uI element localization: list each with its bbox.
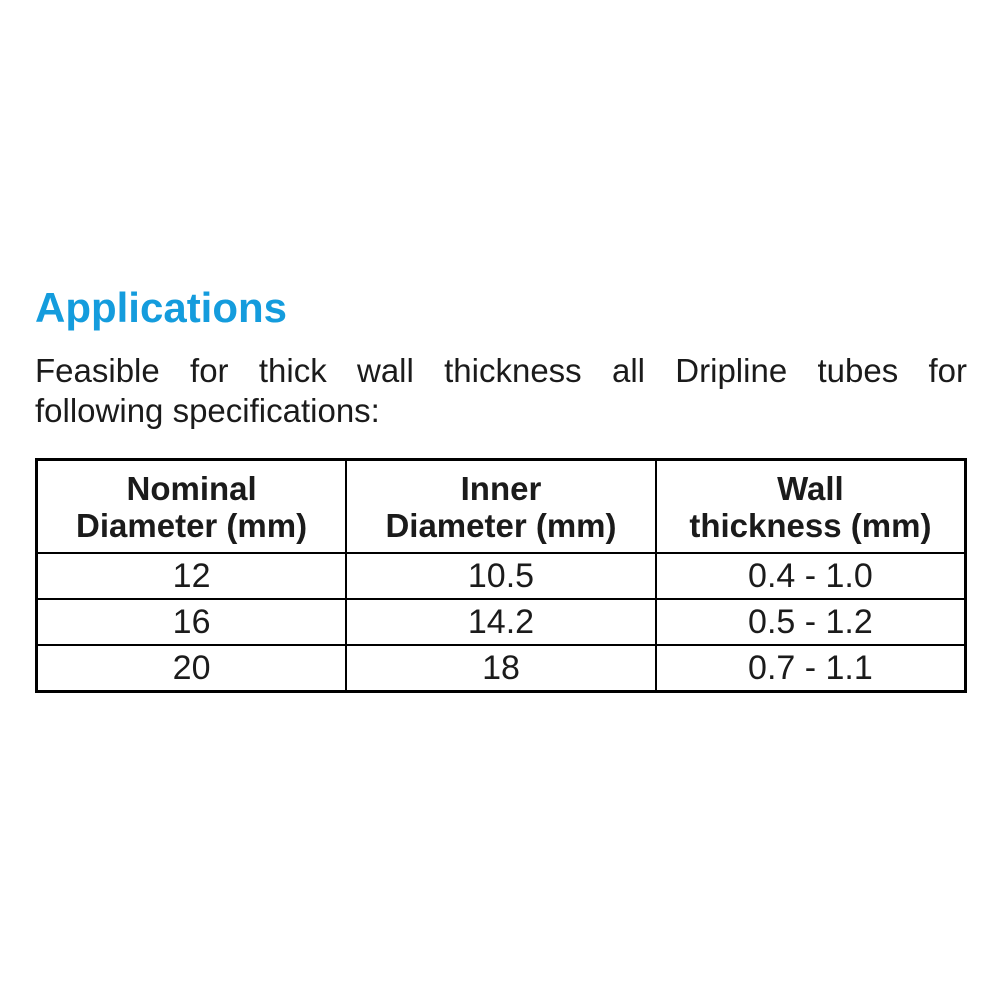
intro-paragraph [35, 351, 967, 431]
cell-inner-diameter: 10.5 [346, 553, 656, 599]
header-line: Diameter (mm) [385, 506, 617, 544]
column-header-inner-diameter [346, 460, 656, 554]
table-row [37, 645, 966, 692]
cell-nominal-diameter: 20 [37, 645, 347, 692]
cell-wall-thickness: 0.5 - 1.2 [656, 599, 966, 645]
table-row [37, 599, 966, 645]
table-header-row [37, 460, 966, 554]
header-line: Diameter (mm) [76, 506, 308, 544]
header-line: thickness (mm) [689, 506, 932, 544]
specifications-table [35, 458, 967, 693]
page-title: Applications [35, 284, 288, 331]
intro-paragraph-line-2: following specifications: [35, 392, 380, 429]
intro-paragraph-line-1: Feasible for thick wall thickness all Dripline tubes for [35, 352, 967, 389]
header-line: Wall [777, 469, 844, 507]
cell-wall-thickness: 0.7 - 1.1 [656, 645, 966, 692]
cell-inner-diameter: 14.2 [346, 599, 656, 645]
table-row [37, 553, 966, 599]
header-line: Inner [460, 469, 542, 507]
header-line: Nominal [126, 469, 257, 507]
cell-wall-thickness: 0.4 - 1.0 [656, 553, 966, 599]
cell-nominal-diameter: 16 [37, 599, 347, 645]
column-header-wall-thickness [656, 460, 966, 554]
cell-nominal-diameter: 12 [37, 553, 347, 599]
column-header-nominal-diameter [37, 460, 347, 554]
cell-inner-diameter: 18 [346, 645, 656, 692]
